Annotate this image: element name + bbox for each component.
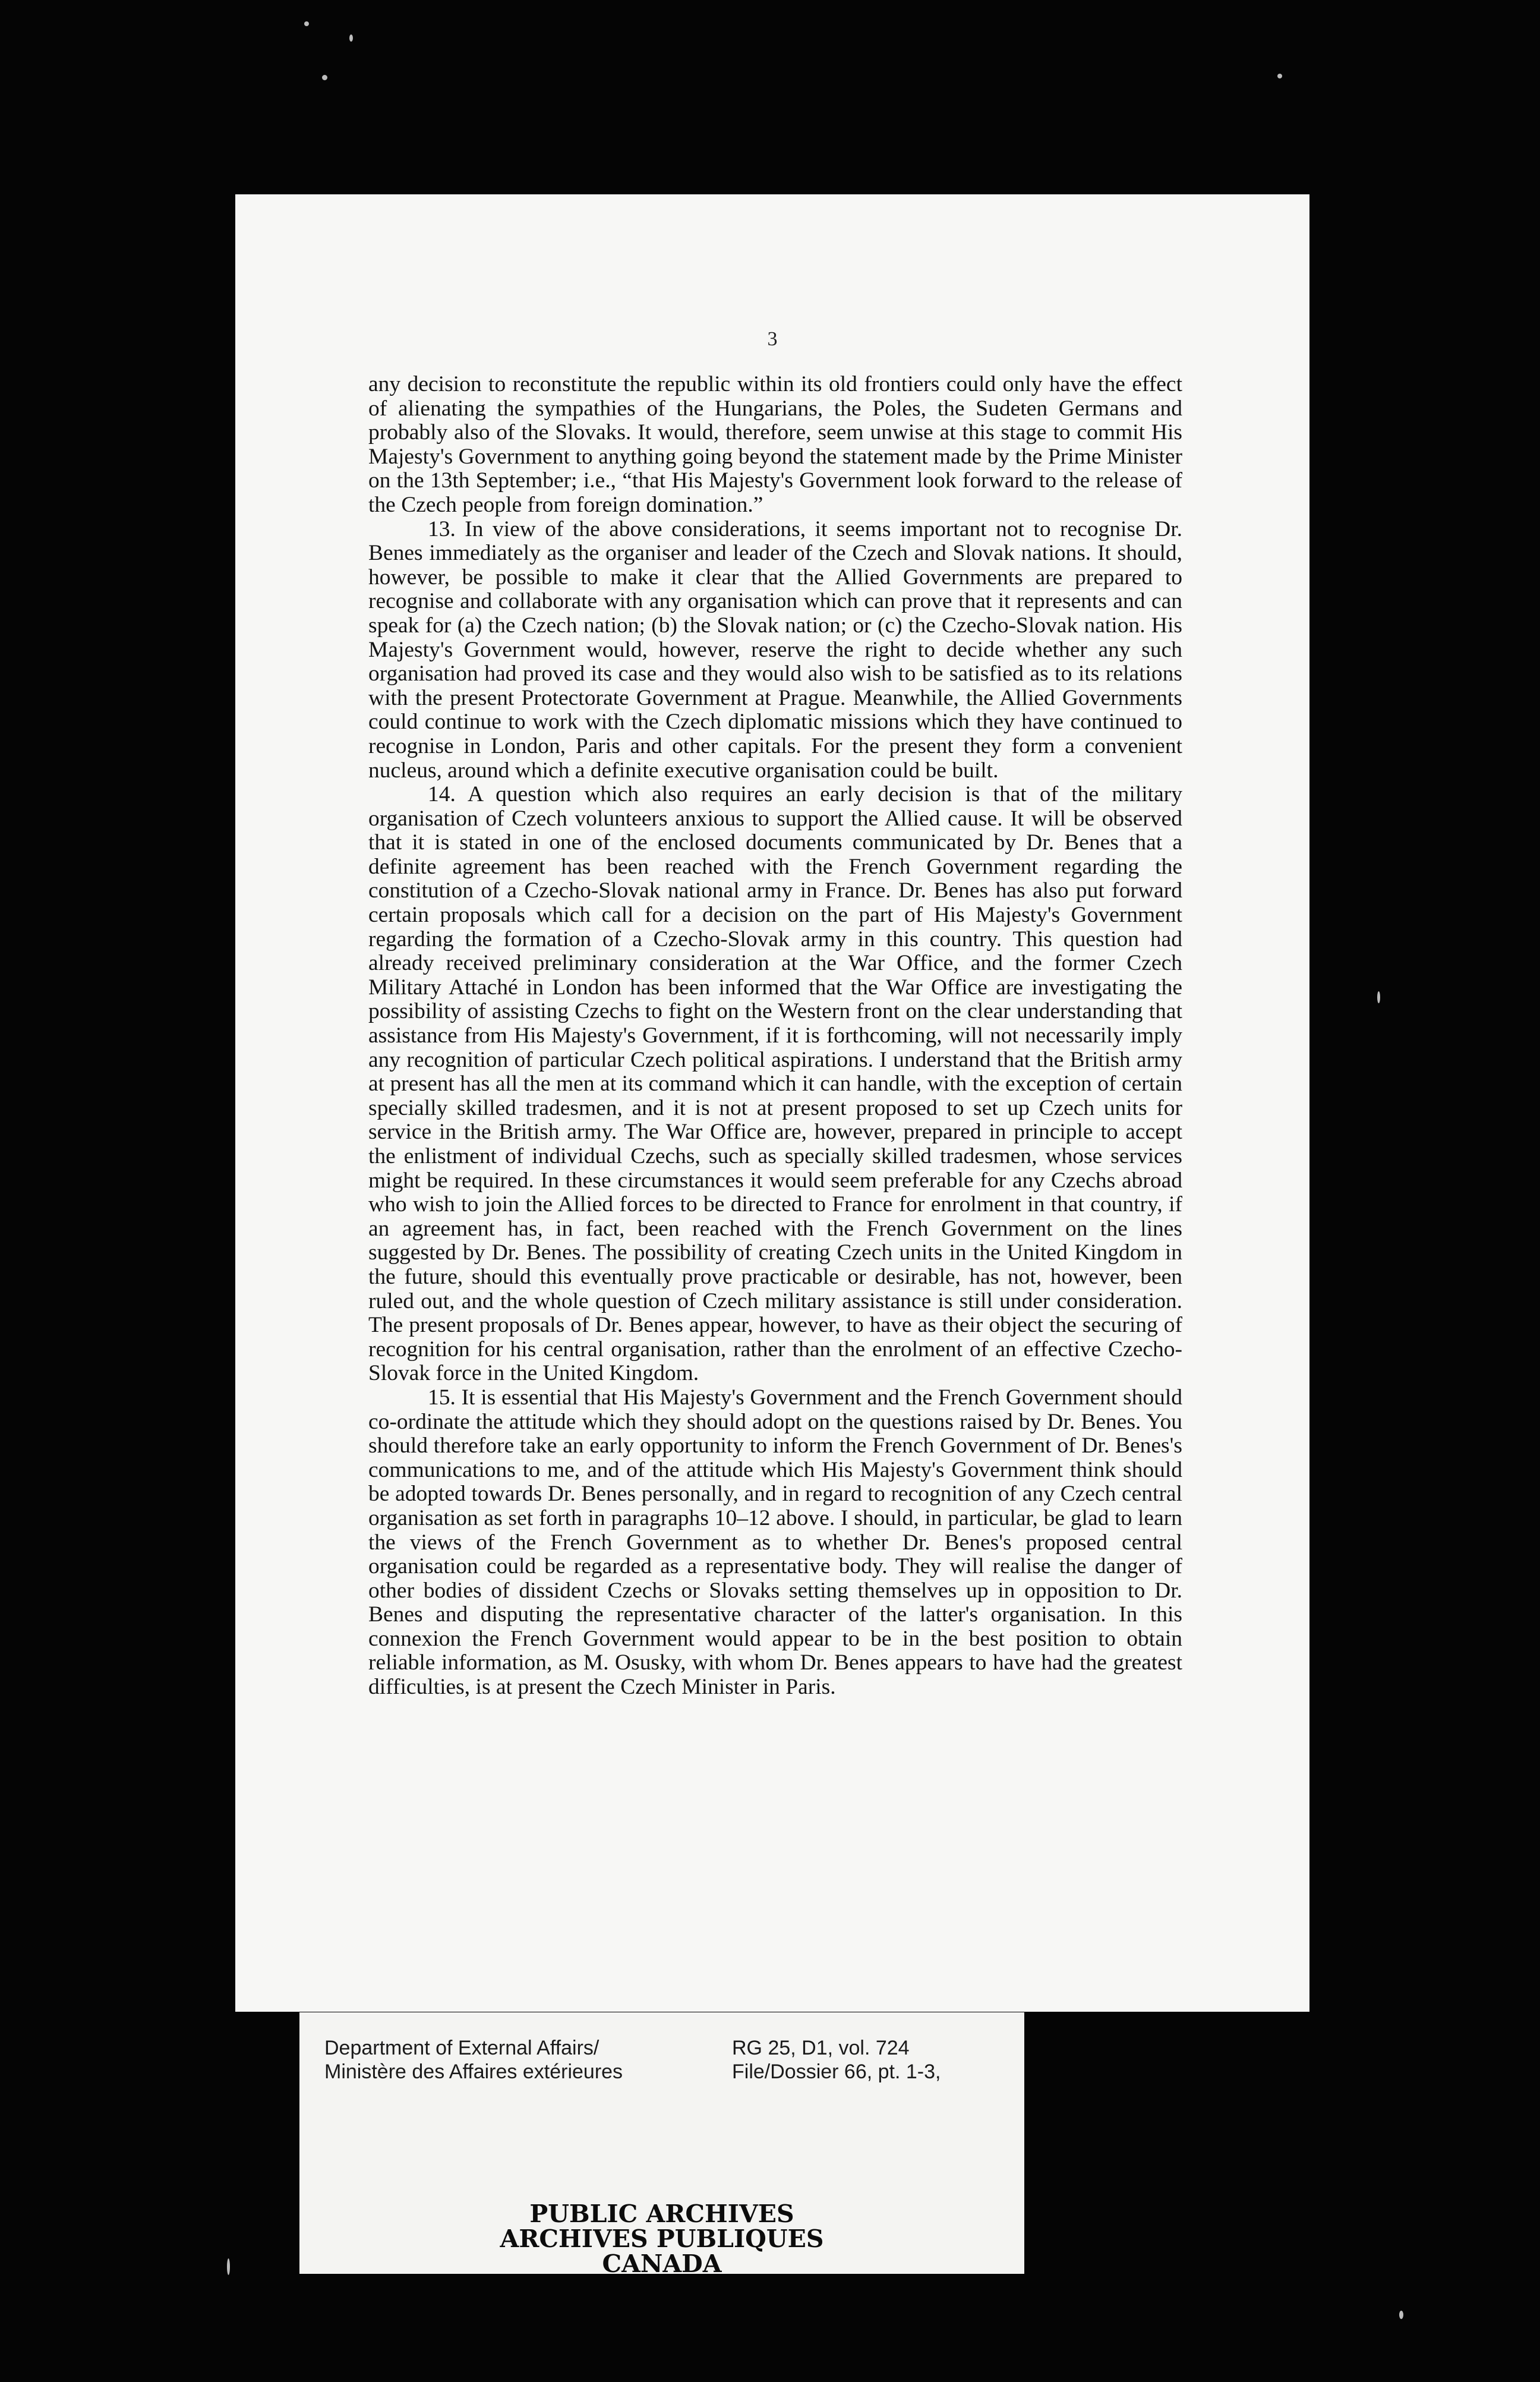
department-credit (324, 2036, 705, 2084)
record-reference (732, 2036, 1017, 2084)
archives-stamp (299, 2201, 1024, 2276)
paragraph-15: 15. It is essential that His Majesty's Government and the French Government should co-ordinate the attitude which they should adopt on the questions raised by Dr. Benes. You should therefore take an early opportunity to inform the French Government of Dr. Benes's communications to me, and of the attitude which His Majesty's Government think should be adopted towards Dr. Benes personally, and in regard to recognition of any Czech central organisation as set forth in paragraphs 10–12 above. I should, in particular, be glad to learn the views of the French Government as to whether Dr. Benes's proposed central organisation could be regarded as a representative body. They will realise the danger of other bodies of dissident Czechs or Slovaks setting themselves up in opposition to Dr. Benes and disputing the representative character of the latter's organisation. In this connexion the French Government would appear to be in the best position to obtain reliable information, as M. Osusky, with whom Dr. Benes appears to have had the greatest difficulties, is at present the Czech Minister in Paris. (368, 1385, 1182, 1700)
department-en: Department of External Affairs/ (324, 2037, 599, 2059)
film-speck (304, 21, 309, 26)
film-speck (1377, 991, 1380, 1003)
paragraph-13: 13. In view of the above considerations, it seems important not to recognise Dr. Benes immediately as the organiser and leader of the Czech and Slovak nations. It should, however, be possible to make it clear that the Allied Governments are prepared to recognise and collaborate with any organisation which can prove that it represents and can speak for (a) the Czech nation; (b) the Slovak nation; or (c) the Czecho-Slovak nation. His Majesty's Government would, however, reserve the right to decide whether any such organisation had proved its case and they would also wish to be satisfied as to its relations with the present Protectorate Government at Prague. Meanwhile, the Allied Governments could continue to work with the Czech diplomatic missions which they have continued to recognise in London, Paris and other capitals. For the present they form a convenient nucleus, around which a definite executive organisation could be built. (368, 516, 1182, 783)
film-speck (1277, 74, 1282, 78)
record-group: RG 25, D1, vol. 724 (732, 2037, 910, 2059)
document-body (368, 373, 1182, 1700)
film-speck (322, 75, 327, 80)
department-fr: Ministère des Affaires extérieures (324, 2060, 623, 2083)
document-page (235, 194, 1309, 2012)
page-number: 3 (767, 328, 778, 350)
archives-stamp-line-1: PUBLIC ARCHIVES (529, 2200, 794, 2228)
film-speck (349, 34, 353, 42)
archives-stamp-line-2: ARCHIVES PUBLIQUES (500, 2225, 824, 2253)
archive-label (299, 2012, 1024, 2278)
file-reference: File/Dossier 66, pt. 1-3, (732, 2060, 941, 2083)
film-speck (1399, 2311, 1403, 2319)
archives-stamp-line-3: CANADA (602, 2249, 722, 2278)
paragraph-14: 14. A question which also requires an early decision is that of the military organisation of Czech volunteers anxious to support the Allied cause. It will be observed that it is stated in one of the enclosed documents communicated by Dr. Benes that a definite agreement has been reached with the French Government regarding the constitution of a Czecho-Slovak national army in France. Dr. Benes has also put forward certain proposals which call for a decision on the part of His Majesty's Government regarding the formation of a Czecho-Slovak army in this country. This question had already received preliminary consideration at the War Office, and the former Czech Military Attaché in London has been informed that the War Office are investigating the possibility of assisting Czechs to fight on the Western front on the clear understanding that assistance from His Majesty's Government, if it is forthcoming, will not necessarily imply any recognition of particular Czech political aspirations. I understand that the British army at present has all the men at its command which it can handle, with the exception of certain specially skilled tradesmen, and it is not at present proposed to set up Czech units for service in the British army. The War Office are, however, prepared in principle to accept the enlistment of individual Czechs, such as specially skilled tradesmen, whose services might be required. In these circumstances it would seem preferable for any Czechs abroad who wish to join the Allied forces to be directed to France for enrolment in that country, if an agreement has, in fact, been reached with the French Government on the lines suggested by Dr. Benes. The possibility of creating Czech units in the United Kingdom in the future, should this eventually prove practicable or desirable, has not, however, been ruled out, and the whole question of Czech military assistance is still under consideration. The present proposals of Dr. Benes appear, however, to have as their object the securing of recognition for his central organisation, rather than the enrolment of an effective Czecho-Slovak force in the United Kingdom. (368, 782, 1182, 1386)
film-speck (227, 2258, 230, 2275)
paragraph-continuation: any decision to reconstitute the republic within its old frontiers could only have the effect of alienating the sympathies of the Hungarians, the Poles, the Sudeten Germans and probably also of the Slovaks. It would, therefore, seem unwise at this stage to commit His Majesty's Government to anything going beyond the statement made by the Prime Minister on the 13th September; i.e., “that His Majesty's Government look forward to the release of the Czech people from foreign domination.” (368, 372, 1182, 517)
